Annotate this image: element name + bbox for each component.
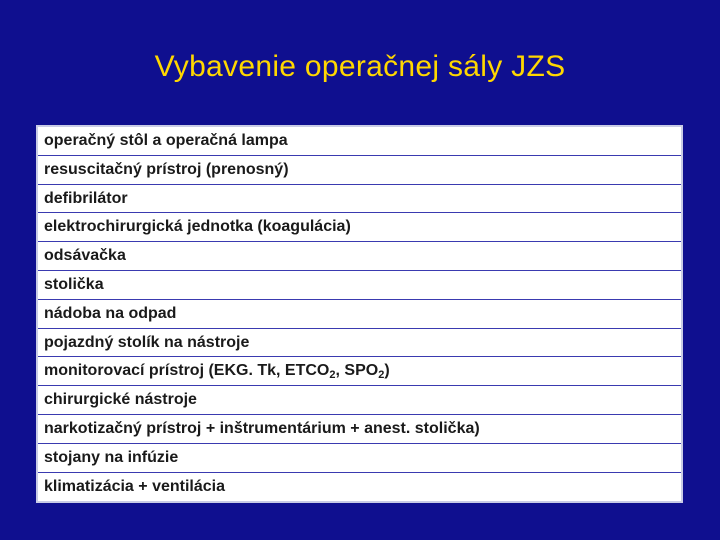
- list-item: operačný stôl a operačná lampa: [38, 127, 681, 156]
- list-item: chirurgické nástroje: [38, 386, 681, 415]
- subscript-2: 2: [329, 369, 336, 382]
- list-item: defibrilátor: [38, 185, 681, 214]
- list-item: klimatizácia + ventilácia: [38, 473, 681, 502]
- equipment-list: [36, 125, 683, 503]
- monitor-text-prefix: monitorovací prístroj (EKG. Tk, ETCO: [44, 362, 330, 380]
- list-item: stolička: [38, 271, 681, 300]
- slide-title: Vybavenie operačnej sály JZS: [154, 50, 566, 83]
- list-item: narkotizačný prístroj + inštrumentárium + anest. stolička): [38, 415, 681, 444]
- monitor-text-middle: , SPO: [335, 362, 379, 380]
- list-item: elektrochirurgická jednotka (koagulácia): [38, 213, 681, 242]
- list-item: stojany na infúzie: [38, 444, 681, 473]
- subscript-2: 2: [378, 369, 385, 382]
- list-item: pojazdný stolík na nástroje: [38, 329, 681, 358]
- list-item: resuscitačný prístroj (prenosný): [38, 156, 681, 185]
- list-item-monitor: [38, 357, 681, 386]
- list-item: nádoba na odpad: [38, 300, 681, 329]
- monitor-text-suffix: ): [384, 362, 390, 380]
- list-item: odsávačka: [38, 242, 681, 271]
